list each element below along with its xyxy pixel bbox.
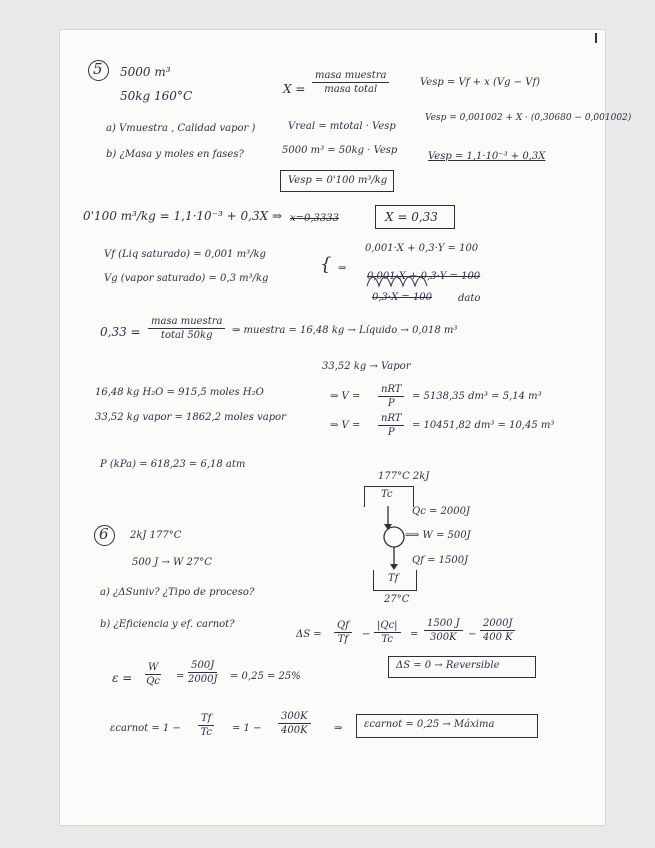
carnot-arrow: ⇒: [334, 723, 343, 734]
cold-reservoir-label: Tf: [388, 573, 399, 584]
system-note: dato: [458, 293, 481, 304]
qf-label: Qf = 1500J: [412, 555, 469, 566]
system-line-1: 0,001·X + 0,3·Y = 100: [365, 243, 479, 254]
question-6b: b) ¿Eficiencia y ef. carnot?: [100, 619, 235, 630]
ds-f3-num: 1500 J: [424, 618, 463, 631]
x-numerator: masa muestra: [312, 70, 389, 83]
given-6-line2: 500 J → W 27°C: [132, 557, 212, 568]
eff-frac-1: [145, 662, 161, 687]
ds-frac-1: [334, 620, 352, 645]
question-5a: a) Vmuestra , Calidad vapor ): [106, 123, 256, 134]
given-volume: 5000 m³: [120, 65, 171, 79]
given-mass-temp: 50kg 160°C: [120, 89, 193, 103]
v2-denominator: P: [387, 427, 395, 438]
qc-label: Qc = 2000J: [412, 506, 470, 517]
ds-f1-den: Tf: [337, 634, 349, 645]
ds-f2-den: Tc: [381, 634, 394, 645]
vesp-result: Vesp = 1,1·10⁻³ + 0,3X: [428, 151, 546, 162]
system-arrow: ⇒: [338, 263, 347, 274]
eff-equals: =: [176, 671, 185, 682]
question-6a: a) ¿ΔSuniv? ¿Tipo de proceso?: [100, 587, 255, 598]
moles-vapor: 33,52 kg vapor = 1862,2 moles vapor: [95, 412, 286, 423]
ds-lhs: ΔS =: [296, 629, 322, 640]
hot-reservoir-label: Tc: [381, 489, 393, 500]
carnot-f1-num: Tf: [198, 713, 214, 726]
given-6-line1: 2kJ 177°C: [130, 530, 182, 541]
ds-minus: −: [362, 629, 371, 640]
eff-rhs: = 0,25 = 25%: [230, 671, 301, 682]
carnot-lhs: εcarnot = 1 −: [110, 723, 181, 734]
v2-numerator: nRT: [378, 413, 404, 426]
carnot-mid: = 1 −: [232, 723, 262, 734]
pressure-line: P (kPa) = 618,23 = 6,18 atm: [100, 459, 246, 470]
diagram-header: 177°C 2kJ: [378, 471, 430, 482]
eff-f2-den: 2000J: [188, 674, 218, 685]
v1-denominator: P: [387, 398, 395, 409]
v2-rhs: = 10451,82 dm³ = 10,45 m³: [412, 420, 555, 431]
q33-lhs: 0,33 =: [100, 325, 141, 339]
vf-line: Vf (Liq saturado) = 0,001 m³/kg: [104, 249, 266, 260]
vesp-box-text: Vesp = 0'100 m³/kg: [288, 175, 388, 186]
carnot-f2-num: 300K: [278, 711, 311, 724]
vapor-line: 33,52 kg → Vapor: [322, 361, 411, 372]
ds-frac-3: [424, 618, 463, 643]
system-line-2: 0,001·X + 0,3·Y = 100: [367, 271, 481, 282]
vg-line: Vg (vapor saturado) = 0,3 m³/kg: [104, 273, 269, 284]
ds-equals: =: [410, 629, 419, 640]
v2-lhs: ⇒ V =: [330, 420, 361, 431]
cold-reservoir-temp: 27°C: [384, 594, 410, 605]
carnot-box-text: εcarnot = 0,25 → Máxima: [364, 719, 495, 730]
ds-f1-num: Qf: [334, 620, 352, 633]
eff-lhs: ε =: [112, 671, 133, 685]
eff-f1-num: W: [145, 662, 161, 675]
ds-frac-2: [374, 620, 401, 645]
ds-f3-den: 300K: [430, 632, 457, 643]
ds-f4-den: 400 K: [482, 632, 513, 643]
moles-h2o: 16,48 kg H₂O = 915,5 moles H₂O: [95, 387, 264, 398]
problem-5-number: 5: [93, 60, 103, 78]
carnot-f1-den: Tc: [200, 727, 212, 738]
eff-f1-den: Qc: [146, 676, 161, 687]
system-brace: {: [320, 254, 332, 275]
ds-box-text: ΔS = 0 → Reversible: [396, 660, 500, 671]
x-denominator: masa total: [324, 84, 378, 95]
carnot-frac-1: [198, 713, 214, 738]
system-line-3: 0,3·X = 100: [372, 292, 433, 303]
ds-f4-num: 2000J: [480, 618, 515, 631]
work-label: ⟹ W = 500J: [405, 530, 471, 541]
problem-6-number: 6: [99, 525, 109, 543]
vesp-formula: Vesp = Vf + x (Vg − Vf): [420, 77, 541, 88]
v1-lhs: ⇒ V =: [330, 391, 361, 402]
eff-f2-num: 500J: [188, 660, 217, 673]
q33-rhs: ⇒ muestra = 16,48 kg → Líquido → 0,018 m³: [232, 325, 458, 336]
carnot-f2-den: 400K: [281, 725, 308, 736]
vesp-substitution: Vesp = 0,001002 + X · (0,30680 − 0,001002): [425, 113, 632, 123]
crossed-out-value: x=0,3333: [290, 213, 340, 224]
eff-frac-2: [188, 660, 217, 685]
ds-f2-num: |Qc|: [374, 620, 401, 633]
vreal-values: 5000 m³ = 50kg · Vesp: [282, 145, 398, 156]
x-formula-lhs: X =: [283, 82, 306, 96]
v1-numerator: nRT: [378, 384, 404, 397]
v1-rhs: = 5138,35 dm³ = 5,14 m³: [412, 391, 542, 402]
equation-line: 0'100 m³/kg = 1,1·10⁻³ + 0,3X ⇒: [83, 209, 283, 223]
q33-numerator: masa muestra: [148, 316, 225, 329]
question-5b: b) ¿Masa y moles en fases?: [106, 149, 244, 160]
ds-minus-2: −: [468, 629, 477, 640]
x-box-text: X = 0,33: [385, 210, 438, 224]
q33-denominator: total 50kg: [160, 330, 213, 341]
ds-frac-4: [480, 618, 515, 643]
vreal-line: Vreal = mtotal · Vesp: [288, 121, 396, 132]
carnot-frac-2: [278, 711, 311, 736]
